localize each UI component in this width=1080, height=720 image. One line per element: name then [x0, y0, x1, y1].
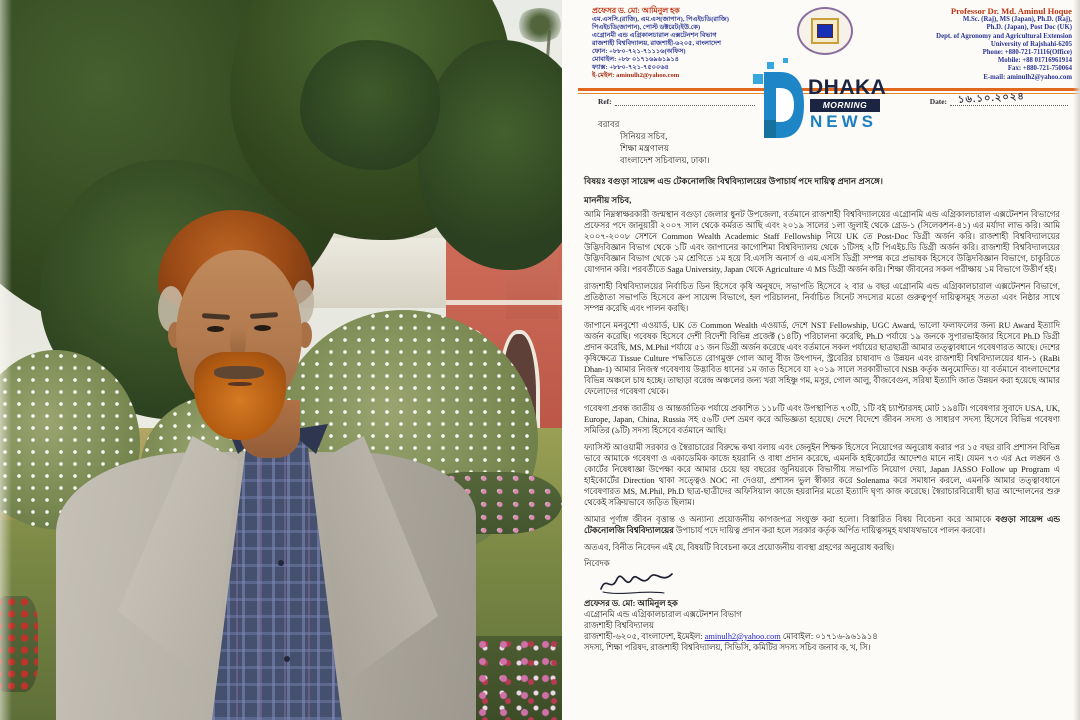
letterhead-email-bn: ই-মেইল: aminulh2@yahoo.com — [592, 72, 680, 79]
logo-d-icon — [752, 58, 804, 144]
signatory-contact: রাজশাহী-৬২০৫, বাংলাদেশ, ইমেইল: aminulh2@yahoo.com মোবাইল: ০১৭১৬-৯৬১৯১৪ — [584, 631, 878, 641]
salutation: মাননীয় সচিব, — [584, 195, 632, 205]
date-label: Date: — [929, 97, 947, 106]
letterhead-name-bn: প্রফেসর ড. মো: আমিনুল হক — [592, 6, 680, 15]
photo-edge-glare — [0, 0, 12, 720]
paragraph: রাজশাহী বিশ্ববিদ্যালয়ের নির্বাচিত ডিন হিসেবে কৃষি অনুষদে, সভাপতি হিসেবে ২ বার ৬ বছর এগ্রোনমি এন্ড এগ্রিকালচারাল এক্সটেনশন বিভাগে, প্রতিষ্ঠাতা সভাপতি হিসেবে ক্রপ সায়েন্স বিভাগে, হল পরিচালনা, নির্বাচিত সিনেট সদস্যের মতো গুরুত্বপূর্ণ দায়িত্বসমূহ সততা এবং নিষ্ঠার সাথে সম্পন্ন করেছি এবং পালন করছি। — [584, 282, 1060, 314]
shirt-button — [278, 560, 284, 566]
handwritten-date: ১৬.১০.২০২৪ — [957, 91, 1026, 106]
mouth — [228, 382, 252, 386]
paragraph: অতএব, বিনীত নিবেদন এই যে, বিষয়টি বিবেচনা করে প্রয়োজনীয় ব্যবস্থা গ্রহণের অনুরোধ করছি। — [584, 542, 895, 552]
logo-text-dhaka: DHAKA — [808, 76, 887, 99]
eye — [207, 326, 224, 332]
letterhead-english-block: Professor Dr. Md. Aminul Hoque M.Sc. (Raj), MS (Japan), Ph.D. (Raj), Ph.D. (Japan), Post Doc (UK) Dept. of Agronomy and Agricultural Extension University of Rajshahi-6205 Phone: +880-721-71116(Office) Mobile: +88 01716961914 Fax: +880-721-750064 E-mail: aminulh2@yahoo.com — [860, 7, 1072, 82]
paragraph: আমার পূর্ণাঙ্গ জীবন বৃত্তান্ত ও অন্যান্য প্রয়োজনীয় কাগজপত্র সংযুক্ত করা হলো। বিস্তারিত বিষয় বিবেচনা করে আমাকে বগুড়া সায়েন্স এন্ড টেকনোলজি বিশ্ববিদ্যালয়ের উপাচার্য পদে দায়িত্ব প্রদান করা হলে সরকার কর্তৃক অর্পিত দায়িত্বসমূহ যথাযথভাবে পালন করবো। — [584, 514, 1060, 535]
paragraph: জাপানে মনবুশো এওয়ার্ড, UK তে Common Wealth এওয়ার্ড, দেশে NST Fellowship, UGC Award, ভালো ফলাফলের জন্য RU Award ইত্যাদি অর্জন করেছি। গবেষক হিসেবে দেশী বিদেশী বিভিন্ন প্রজেক্ট (১৪টি) পরিচালনা করেছি, Ph.D পর্যায়ে ১৯ জনকে সুপারভাইজার হিসেবে Ph.D ডিগ্রী প্রদান করেছি, MS, M.Phil পর্যায়ে ৫১ জন ডিগ্রী অর্জন করেছে এবং বর্তমানে সকল পর্যায়ের ছাত্রছাত্রী আমার তত্ত্বাবধানে গবেষণারত আছে। দেশের কৃষিক্ষেত্রে Tissue Culture পদ্ধতিতে রোগমুক্ত গোল আলু বীজ উৎপাদন, স্ট্রবেরির চাষাবাদ ও উন্নয়ন এবং রাজশাহী বিশ্ববিদ্যালয়ের ধান-১ (RaBi Dhan-1) আমার নিজস্ব গবেষণায় উদ্ভাবিত ধানের ১ম জাত হিসেবে যা ২০১৯ সালে সরকারীভাবে NSB কর্তৃক অনুমোদিত। যা বর্তমানে বাংলাদেশের বিভিন্ন অঞ্চলে চাষ হচ্ছে। তাছাড়া বরেন্দ্র অঞ্চলের জন্য খরা সহিষ্ণু গম, মসুর, গোল আলু, বীজবেগুন, সরিষা ইত্যাদি জাত উন্নয়ন করা হয়েছে আমার ফেলোদের গবেষণা থেকে। — [584, 320, 1060, 397]
ref-label: Ref: — [598, 97, 612, 106]
signatory-university: রাজশাহী বিশ্ববিদ্যালয় — [584, 621, 654, 630]
university-seal-icon — [797, 7, 853, 55]
signatory-dept: এগ্রোনমি এন্ড এগ্রিকালচারাল এক্সটেনশন বিভাগ — [584, 610, 742, 620]
logo-text-news: NEWS — [810, 112, 877, 131]
signature-scribble — [598, 570, 676, 596]
letterhead-name-en: Professor Dr. Md. Aminul Hoque — [950, 6, 1072, 16]
page-edge-shadow — [1073, 0, 1080, 720]
attachment-line: সদস্য, শিক্ষা পরিষদ, রাজশাহী বিশ্ববিদ্যালয়, সিভিসি, কমিটির সদস্য সচিব জনাব ক, খ, সি। — [584, 642, 871, 652]
paragraph: গবেষণা প্রবন্ধ জাতীয় ও আন্তর্জাতিক পর্যায়ে প্রকাশিত ১১৮টি এবং উপস্থাপিত ৭৩টি, ১টি বই চ্যাপ্টারসহ মোট ১৯৪টি। গবেষণার সুবাদে USA, UK, Europe, Japan, China, Russia সহ ৫৬টি দেশ ভ্রমণ করে অভিজ্ঞতা হয়েছে। দেশে বিদেশে জীবন সদস্য ও সাধারণ সদস্য হিসেবে বিভিন্ন গবেষণা সমিতির (৯টি) সদস্য হিসেবে বর্তমানে আছি। — [584, 404, 1060, 436]
letter-body — [584, 209, 1060, 720]
letterhead-bengali-block: প্রফেসর ড. মো: আমিনুল হক এম.এসসি.(রাজি), এম.এস(জাপান), পিএইচডি(রাজি) পিএইচডি(জাপান), পোস্ট ডক্টরেট(ইউ.কে) এগ্রোনমী এন্ড এগ্রিকালচারাল এক্সটেনশন বিভাগ রাজশাহী বিশ্ববিদ্যালয়, রাজশাহী-৬২০৫, বাংলাদেশ ফোন: +৮৮০-৭২১-৭১১১৬(অফিস) মোবাইল: +৮৮ ০১৭১৬৯৬১৯১৪ ফ্যাক্স: +৮৮০-৭২১-৭৫০০৬৪ ই-মেইল: aminulh2@yahoo.com — [592, 7, 790, 82]
signatory-name: প্রফেসর ড. মো: আমিনুল হক — [584, 599, 678, 609]
paragraph: ফ্যাসিস্ট আওয়ামী সরকার ও স্বৈরাচারের বিরুদ্ধে কথা বলায় এবং জেনুইন শিক্ষক হিসেবে নিয়োগের অনুরোধ করার পর ১৫ বছর রাবি প্রশাসন বিভিন্ন ভাবে আমাকে গবেষণা ও একাডেমিক কাজে হয়রানি ও বাধা প্রদান করেছে, এমনকি হাইকোর্টের আদেশও মানে নাই। যেমন ৭৩ এর Act লঙ্ঘন ও কোর্টের নিষেধাজ্ঞা উপেক্ষা করে আমার চেয়ে ছয় বছরের জুনিয়রকে বিভাগীয় সভাপতি নিয়োগ দেয়া, Japan JASSO Follow up Program এ হাইকোর্টের Direction থাকা সত্ত্বেও NOC না দেওয়া, প্রশাসন ভুল স্বীকার করে Solenama করে সমাধান করলে, এমনকি আমার তত্ত্বাবধানে গবেষণারত MS, M.Phil, Ph.D ছাত্র-ছাত্রীদের অফিসিয়াল কাজে হয়রানির মতো ইত্যাদি ঘৃণ্য কাজ করেছে। স্বৈরাচারবিরোধী ছাত্র আন্দোলনের শুরু থেকেই সক্রিয়ভাবে জড়িত ছিলাম। — [584, 442, 1060, 508]
logo-text-morning: MORNING — [810, 99, 880, 112]
ref-dotted-line — [615, 97, 755, 106]
tree-canopy — [300, 40, 440, 170]
closing-word: নিবেদক — [584, 559, 610, 569]
paragraph: আমি নিম্নস্বাক্ষরকারী জন্মস্থান বগুড়া জেলার ধুনট উপজেলা, বর্তমানে রাজশাহী বিশ্ববিদ্যালয়ের এগ্রোনমি এন্ড এগ্রিকালচারাল এক্সটেনশন বিভাগের প্রফেসর পদে জানুয়ারী ২০০৭ সাল থেকে কর্মরত আছি এবং ২০১৯ সালের ১লা জুলাই থেকে গ্রেড-১ (সিলেকশন-৪১) এর মর্যাদা লাভ করি। আমি ২০০৭-২০০৮ সেশনে Common Wealth Academic Staff Fellowship নিয়ে UK তে Post-Doc ডিগ্রী অর্জন করি। রাজশাহী বিশ্ববিদ্যালয়ের উদ্ভিদবিজ্ঞান বিভাগ থেকে ১টি এবং জাপানের কাগোশিমা বিশ্ববিদ্যালয় থেকে ১টিসহ ২টি পিএইচ.ডি ডিগ্রী অর্জন করি। রাজশাহী বিশ্ববিদ্যালয়ের উদ্ভিদবিজ্ঞান বিভাগ থেকে ১ম শ্রেণিতে ১ম হয়ে বি.এসসি অনার্স ও এম.এসসি ডিগ্রী সম্পন্ন করে প্রভাষক হিসেবে উদ্ভিদবিজ্ঞান বিভাগে, চাকুরিতে যোগদান করি। পরবর্তীতে Saga University, Japan থেকে Agriculture এ MS ডিগ্রী অর্জন করি। শিক্ষা জীবনের সকল পরীক্ষায় ১ম বিভাগে উত্তীর্ণ হই। — [584, 210, 1060, 275]
palm-canopy — [516, 8, 562, 42]
bold-university-name: বগুড়া সায়েন্স এন্ড টেকনোলজি বিশ্ববিদ্যালয়ের — [584, 514, 1060, 535]
mustache — [214, 366, 264, 379]
date-dotted-line — [950, 91, 1068, 106]
addressee-block: বরাবর সিনিয়র সচিব, শিক্ষা মন্ত্রণালয় বাংলাদেশ সচিবালয়, ঢাকা। — [598, 119, 710, 165]
shirt-button — [284, 656, 290, 662]
dhaka-morning-news-logo — [752, 58, 902, 144]
eye — [254, 325, 271, 331]
email-link[interactable]: aminulh2@yahoo.com — [704, 631, 781, 641]
palace-trim — [446, 300, 562, 305]
subject-line: বিষয়ঃ বগুড়া সায়েন্স এন্ড টেকনোলজি বিশ্ববিদ্যালয়ের উপাচার্য পদে দায়িত্ব প্রদান প্রসঙ্গে। — [584, 176, 883, 186]
